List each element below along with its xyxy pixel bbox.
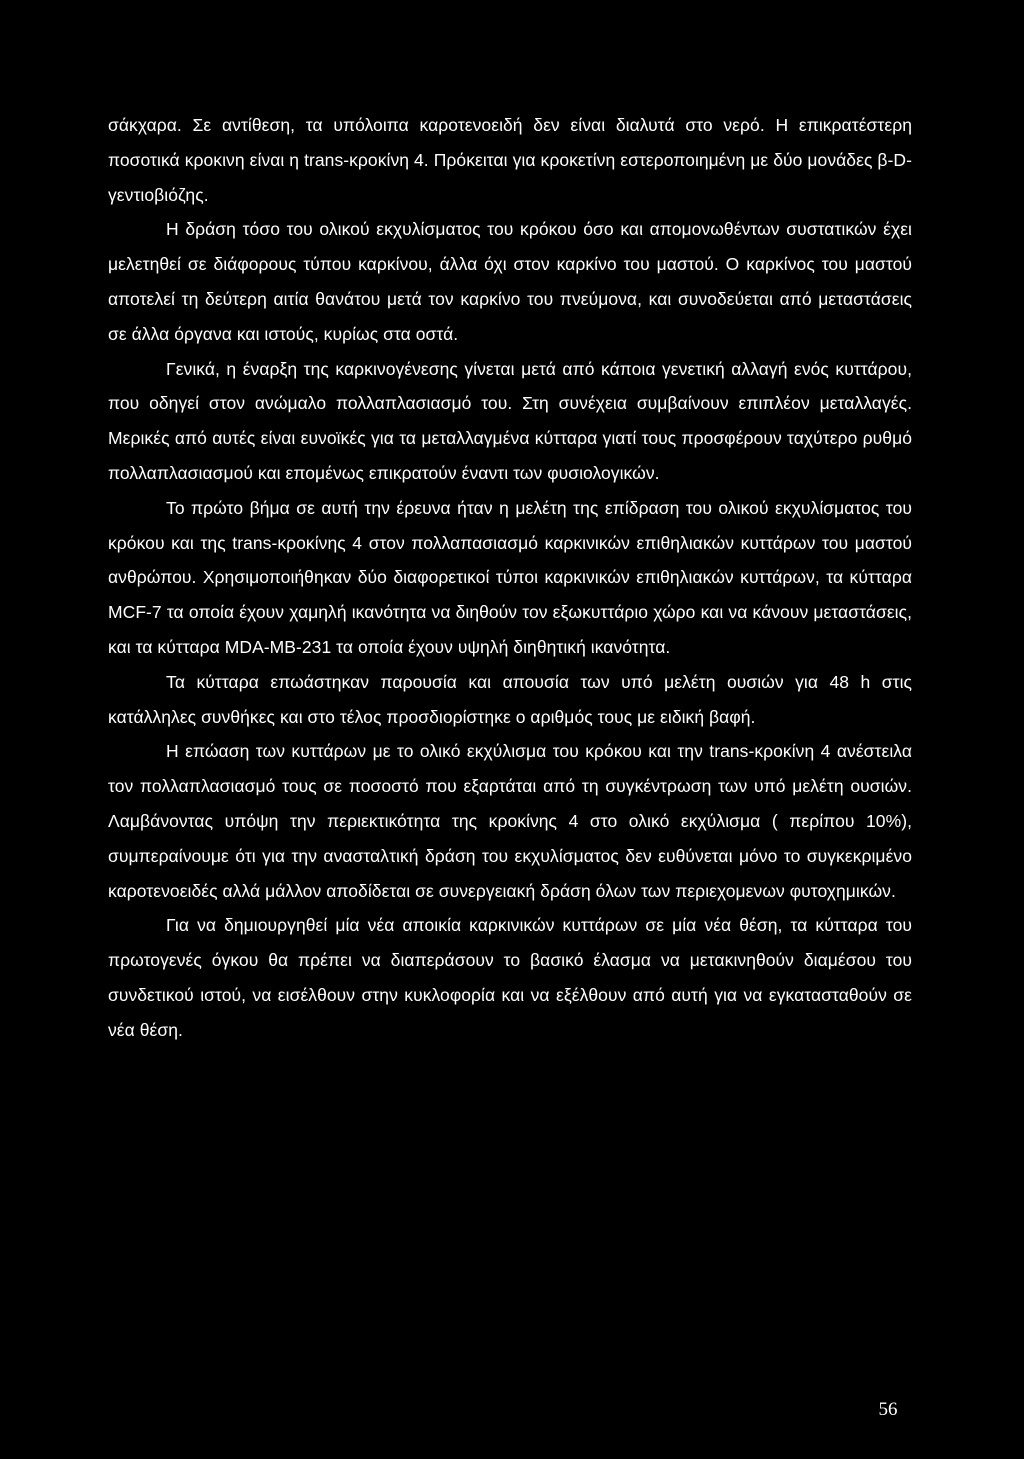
paragraph: Το πρώτο βήμα σε αυτή την έρευνα ήταν η μελέτη της επίδραση του ολικού εκχυλίσματος του κρόκου και της trans-κροκίνης 4 στον πολλαπασιασμό καρκινικών επιθηλιακών κυττάρων του μαστού ανθρώπου. Χρησιμοποιήθηκαν δύο διαφορετικοί τύποι καρκινικών επιθηλιακών κυττάρων, τα κύτταρα MCF-7 τα οποία έχουν χαμηλή ικανότητα να διηθούν τον εξωκυττάριο χώρο και να κάνουν μεταστάσεις, και τα κύτταρα MDA-MB-231 τα οποία έχουν υψηλή διηθητική ικανότητα.	[108, 497, 912, 657]
paragraph: Η δράση τόσο του ολικού εκχυλίσματος του κρόκου όσο και απομονωθέντων συστατικών έχει μελετηθεί σε διάφορους τύπου καρκίνου, άλλα όχι στον καρκίνο του μαστού. Ο καρκίνος του μαστού αποτελεί τη δεύτερη αιτία θανάτου μετά τον καρκίνο του πνεύμονα, και συνοδεύεται από μεταστάσεις σε άλλα όργανα και ιστούς, κυρίως στα οστά.	[108, 219, 912, 344]
paragraph: Γενικά, η έναρξη της καρκινογένεσης γίνεται μετά από κάποια γενετική αλλαγή ενός κυττάρου, που οδηγεί στον ανώμαλο πολλαπλασιασμό του. Στη συνέχεια συμβαίνουν επιπλέον μεταλλαγές. Μερικές από αυτές είναι ευνοϊκές για τα μεταλλαγμένα κύτταρα γιατί τους προσφέρουν ταχύτερο ρυθμό πολλαπλασιασμού και επομένως επικρατούν έναντι των φυσιολογικών.	[108, 358, 912, 483]
paragraph-continuation: σάκχαρα. Σε αντίθεση, τα υπόλοιπα καροτενοειδή δεν είναι διαλυτά στο νερό. Η επικρατέστερη ποσοτικά κροκινη είναι η trans-κροκίνη 4. Πρόκειται για κροκετίνη εστεροποιημένη με δύο μονάδες β-D-γεντιοβιόζης.	[108, 115, 912, 205]
paragraph: Για να δημιουργηθεί μία νέα αποικία καρκινικών κυττάρων σε μία νέα θέση, τα κύτταρα του πρωτογενές όγκου θα πρέπει να διαπεράσουν το βασικό έλασμα να μετακινηθούν διαμέσου του συνδετικού ιστού, να εισέλθουν στην κυκλοφορία και να εξέλθουν από αυτή για να εγκατασταθούν σε νέα θέση.	[108, 915, 912, 1040]
paragraph: Η επώαση των κυττάρων με το ολικό εκχύλισμα του κρόκου και την trans-κροκίνη 4 ανέστειλα τον πολλαπλασιασμό τους σε ποσοστό που εξαρτάται από τη συγκέντρωση των υπό μελέτη ουσιών. Λαμβάνοντας υπόψη την περιεκτικότητα της κροκίνης 4 στο ολικό εκχύλισμα ( περίπου 10%), συμπεραίνουμε ότι για την ανασταλτική δράση του εκχυλίσματος δεν ευθύνεται μόνο το συγκεκριμένο καροτενοειδές αλλά μάλλον αποδίδεται σε συνεργειακή δράση όλων των περιεχομενων φυτοχημικών.	[108, 741, 912, 901]
page-number: 56	[878, 1399, 898, 1420]
body-text	[108, 108, 912, 1048]
paragraph: Τα κύτταρα επωάστηκαν παρουσία και απουσία των υπό μελέτη ουσιών για 48 h στις κατάλληλες συνθήκες και στο τέλος προσδιορίστηκε ο αριθμός τους με ειδική βαφή.	[108, 671, 912, 727]
